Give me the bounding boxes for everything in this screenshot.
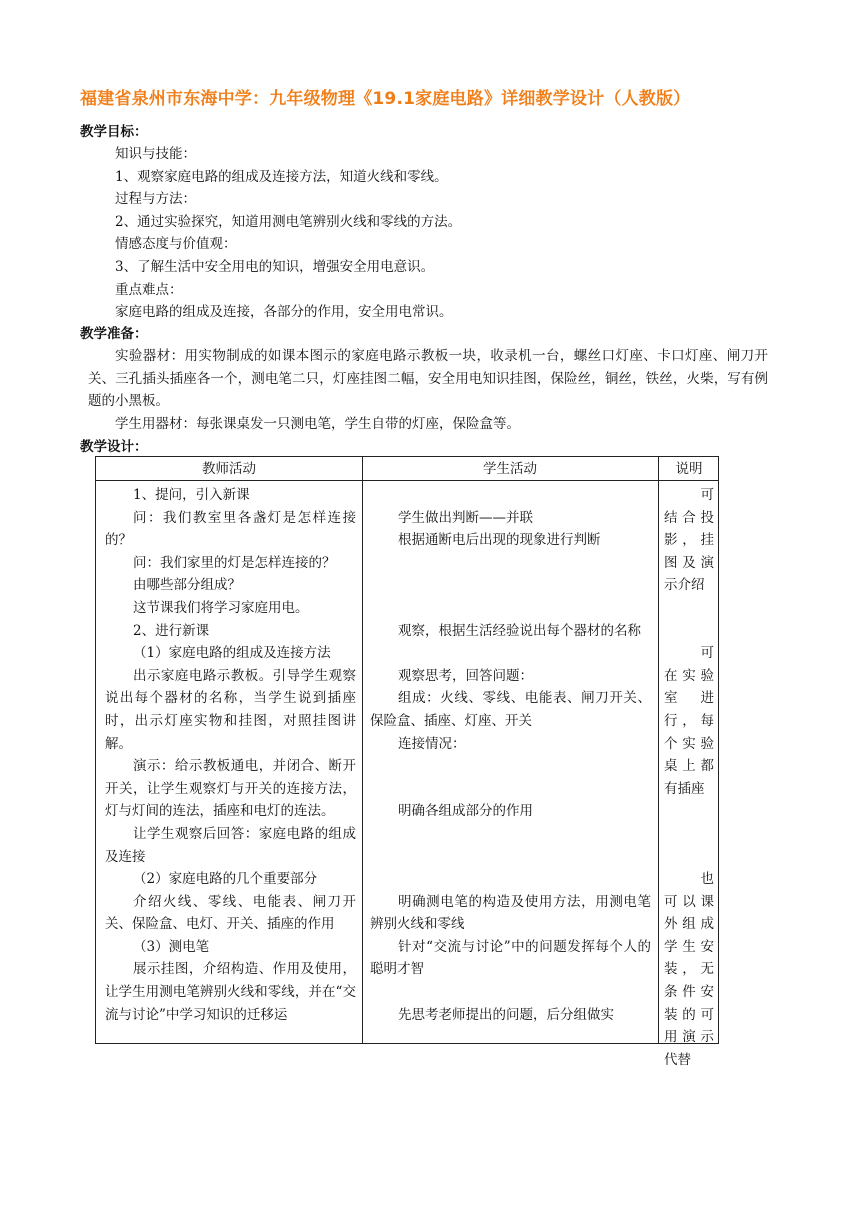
header-notes: 说明 [675,461,703,477]
teacher-line: 展示挂图，介绍构造、作用及使用，让学生用测电笔辨别火线和零线，并在“交流与讨论”中学习知识的迁移运 [105,961,356,1023]
goal-line: 过程与方法： [115,191,196,207]
student-line: 明确各组成部分的作用 [398,803,533,820]
teacher-line: 让学生观察后回答：家庭电路的组成及连接 [105,825,356,865]
teaching-design-heading: 教学设计： [80,439,148,455]
student-line: 学生做出判断——并联 [398,509,533,526]
note-line: 也 [700,871,714,888]
goal-line: 2、通过实验探究，知道用测电笔辨别火线和零线的方法。 [115,214,462,230]
teaching-prep-heading: 教学准备： [80,326,148,342]
student-line: 先思考老师提出的问题，后分组做实 [398,1006,614,1023]
goal-line: 3、了解生活中安全用电的知识，增强安全用电意识。 [115,259,435,275]
teacher-line: 这节课我们将学习家庭用电。 [133,599,309,616]
header-student-activity: 学生活动 [483,461,537,477]
equipment-paragraph: 实验器材：用实物制成的如课本图示的家庭电路示教板一块，收录机一台，螺丝口灯座、卡口灯座、闸刀开关、三孔插头插座各一个，测电笔二只，灯座挂图二幅，安全用电知识挂图，保险丝，铜丝，铁丝，火柴，写有例题的小黑板。 [88,348,768,410]
student-line: 连接情况： [398,735,466,752]
note-line: 可 [700,487,714,503]
teacher-line: 问：我们家里的灯是怎样连接的？ [133,554,336,571]
goal-line: 情感态度与价值观： [115,236,237,252]
teacher-line: （1）家庭电路的组成及连接方法 [133,645,331,662]
header-teacher-activity: 教师活动 [202,461,256,477]
teaching-goals-heading: 教学目标： [80,124,148,140]
goal-line: 知识与技能： [115,146,196,162]
notes-column [664,484,714,1071]
goal-line: 家庭电路的组成及连接，各部分的作用，安全用电常识。 [115,304,453,320]
student-line: 明确测电笔的构造及使用方法，用测电笔辨别火线和零线 [370,893,651,933]
teaching-design-table [95,456,719,1068]
teacher-line: 1、提问，引入新课 [133,487,250,503]
teacher-line: 由哪些部分组成？ [133,577,241,594]
teacher-activity-column [105,484,356,1026]
note-line: 在实验室 进行，每个实验桌上都有插座 [664,667,714,797]
student-line: 观察思考，回答问题： [398,667,533,684]
student-line: 针对“交流与讨论”中的问题发挥每个人的聪明才智 [370,938,651,978]
teacher-line: （2）家庭电路的几个重要部分 [133,871,318,888]
teacher-line: 介绍火线、零线、电能表、闸刀开关、保险盒、电灯、开关、插座的作用 [105,893,356,933]
teacher-line: （3）测电笔 [133,938,210,955]
note-line: 可 [700,645,714,662]
teacher-line: 出示家庭电路示教板。引导学生观察说出每个器材的名称，当学生说到插座时，出示灯座实物和挂图，对照挂图讲解。 [105,667,356,752]
student-activity-column [370,484,651,1026]
student-line: 根据通断电后出现的现象进行判断 [398,532,601,549]
teacher-line: 演示：给示教板通电，并闭合、断开开关，让学生观察灯与开关的连接方法，灯与灯间的连法，插座和电灯的连法。 [105,758,356,820]
student-equipment-paragraph: 学生用器材：每张课桌发一只测电笔，学生自带的灯座，保险盒等。 [115,416,520,432]
teacher-line: 2、进行新课 [133,622,210,639]
student-line: 观察，根据生活经验说出每个器材的名称 [398,622,641,639]
goal-line: 重点难点： [115,282,183,298]
goal-line: 1、观察家庭电路的组成及连接方法，知道火线和零线。 [115,169,448,185]
student-line: 组成：火线、零线、电能表、闸刀开关、保险盒、插座、灯座、开关 [370,690,651,729]
teacher-line: 问：我们教室里各盏灯是怎样连接的？ [105,509,356,549]
page-title: 福建省泉州市东海中学：九年级物理《19.1家庭电路》详细教学设计（人教版） [80,89,691,109]
note-line: 可以课外组成学生安装，无条件安装的可用演示代替 [664,893,714,1068]
note-line: 结合投影，挂图及演示介绍 [664,509,714,594]
